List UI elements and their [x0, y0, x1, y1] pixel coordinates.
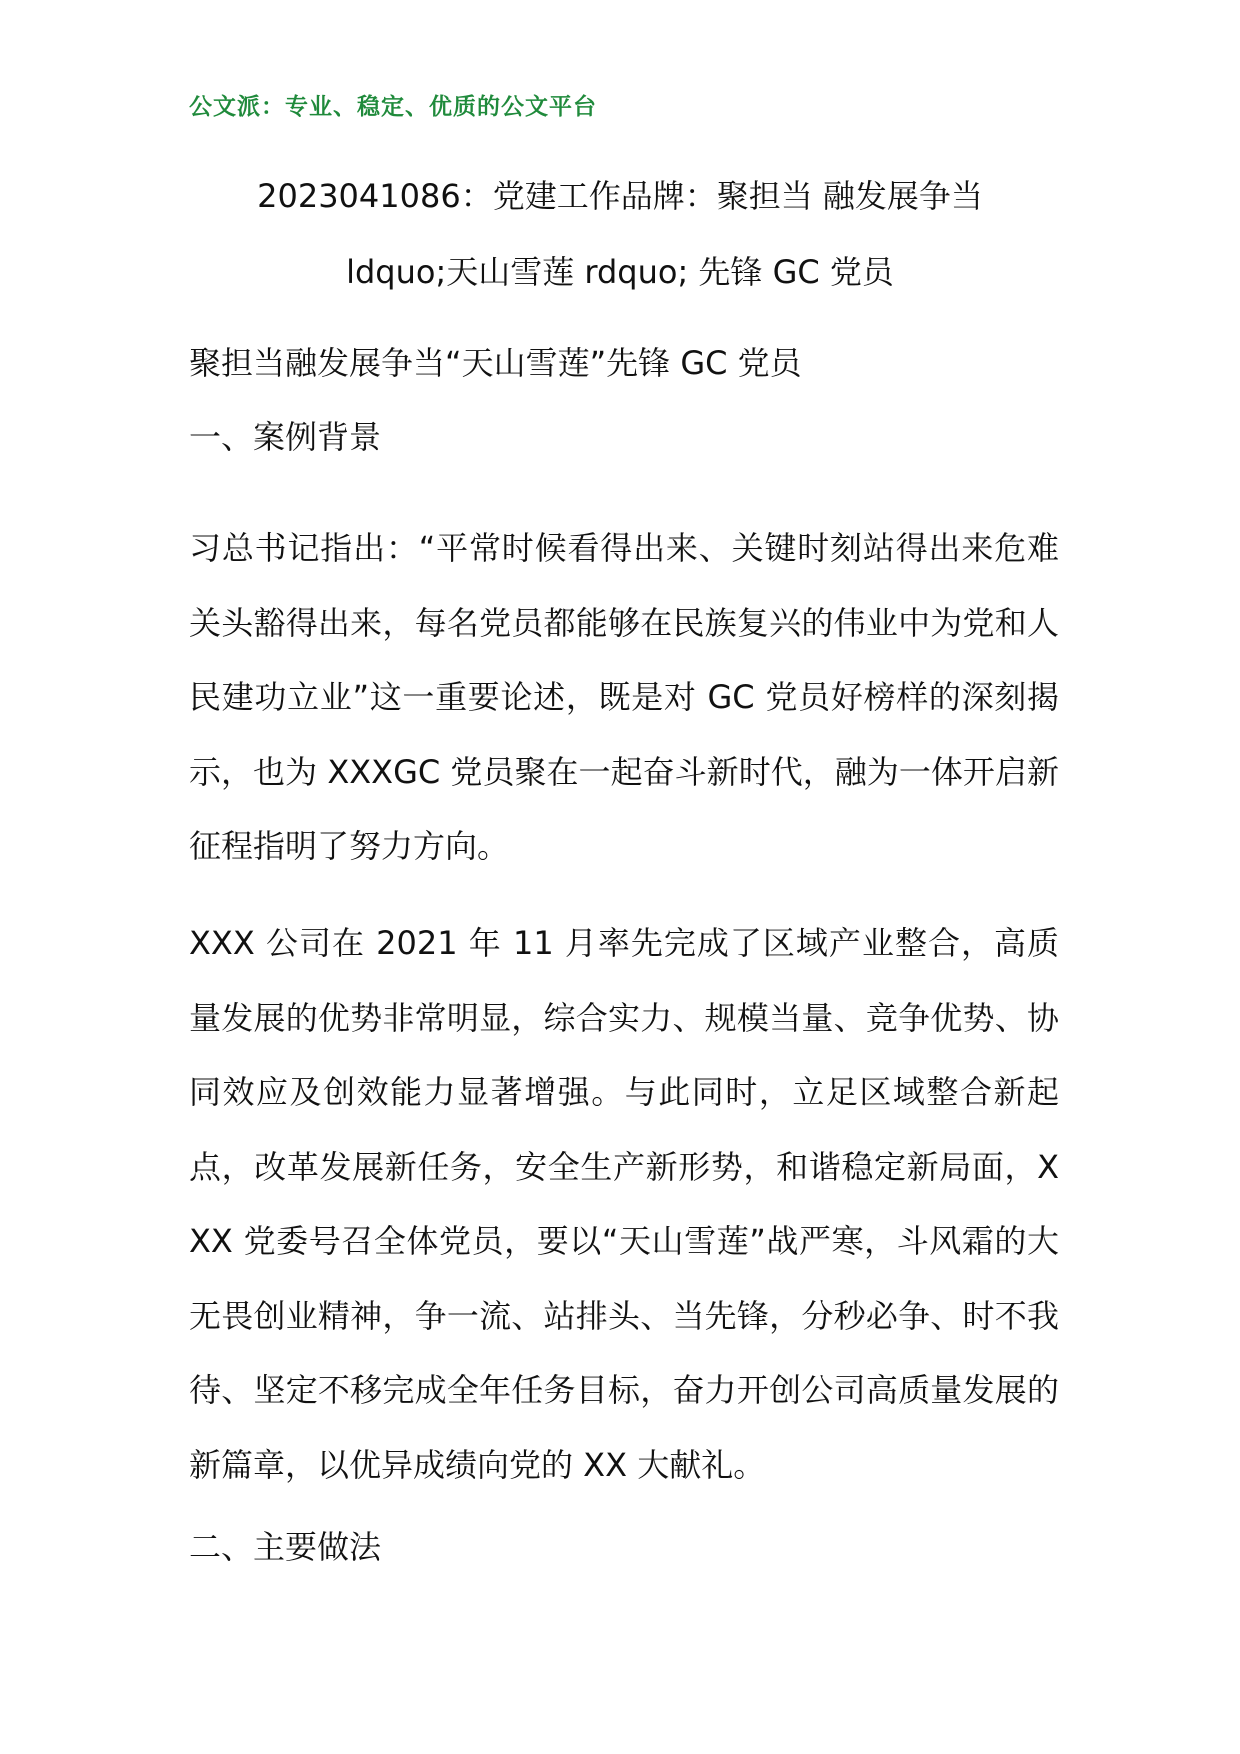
document-subtitle: 聚担当融发展争当“天山雪莲”先锋 GC 党员: [189, 344, 802, 382]
paragraph-company-background: XXX 公司在 2021 年 11 月率先完成了区域产业整合，高质量发展的优势非常明显，综合实力、规模当量、竞争优势、协同效应及创效能力显著增强。与此同时，立足区域整合新起点，改革发展新任务，安全生产新形势，和谐稳定新局面，XXX 党委号召全体党员，要以“天山雪莲”战严寒，斗风霜的大无畏创业精神，争一流、站排头、当先锋，分秒必争、时不我待、坚定不移完成全年任务目标，奋力开创公司高质量发展的新篇章，以优异成绩向党的 XX 大献礼。: [189, 924, 1059, 1484]
document-title-line-1: 2023041086：党建工作品牌：聚担当 融发展争当: [257, 177, 983, 215]
section-heading-main-practices: 二、主要做法: [189, 1528, 382, 1566]
section-heading-background: 一、案例背景: [189, 418, 382, 456]
document-title-line-2: ldquo;天山雪莲 rdquo; 先锋 GC 党员: [346, 253, 894, 291]
paragraph-quote: 习总书记指出：“平常时候看得出来、关键时刻站得出来危难关头豁得出来，每名党员都能够在民族复兴的伟业中为党和人民建功立业”这一重要论述，既是对 GC 党员好榜样的深刻揭示，也为 XXXGC 党员聚在一起奋斗新时代，融为一体开启新征程指明了努力方向。: [189, 529, 1059, 865]
header-banner: 公文派：专业、稳定、优质的公文平台: [189, 94, 597, 120]
